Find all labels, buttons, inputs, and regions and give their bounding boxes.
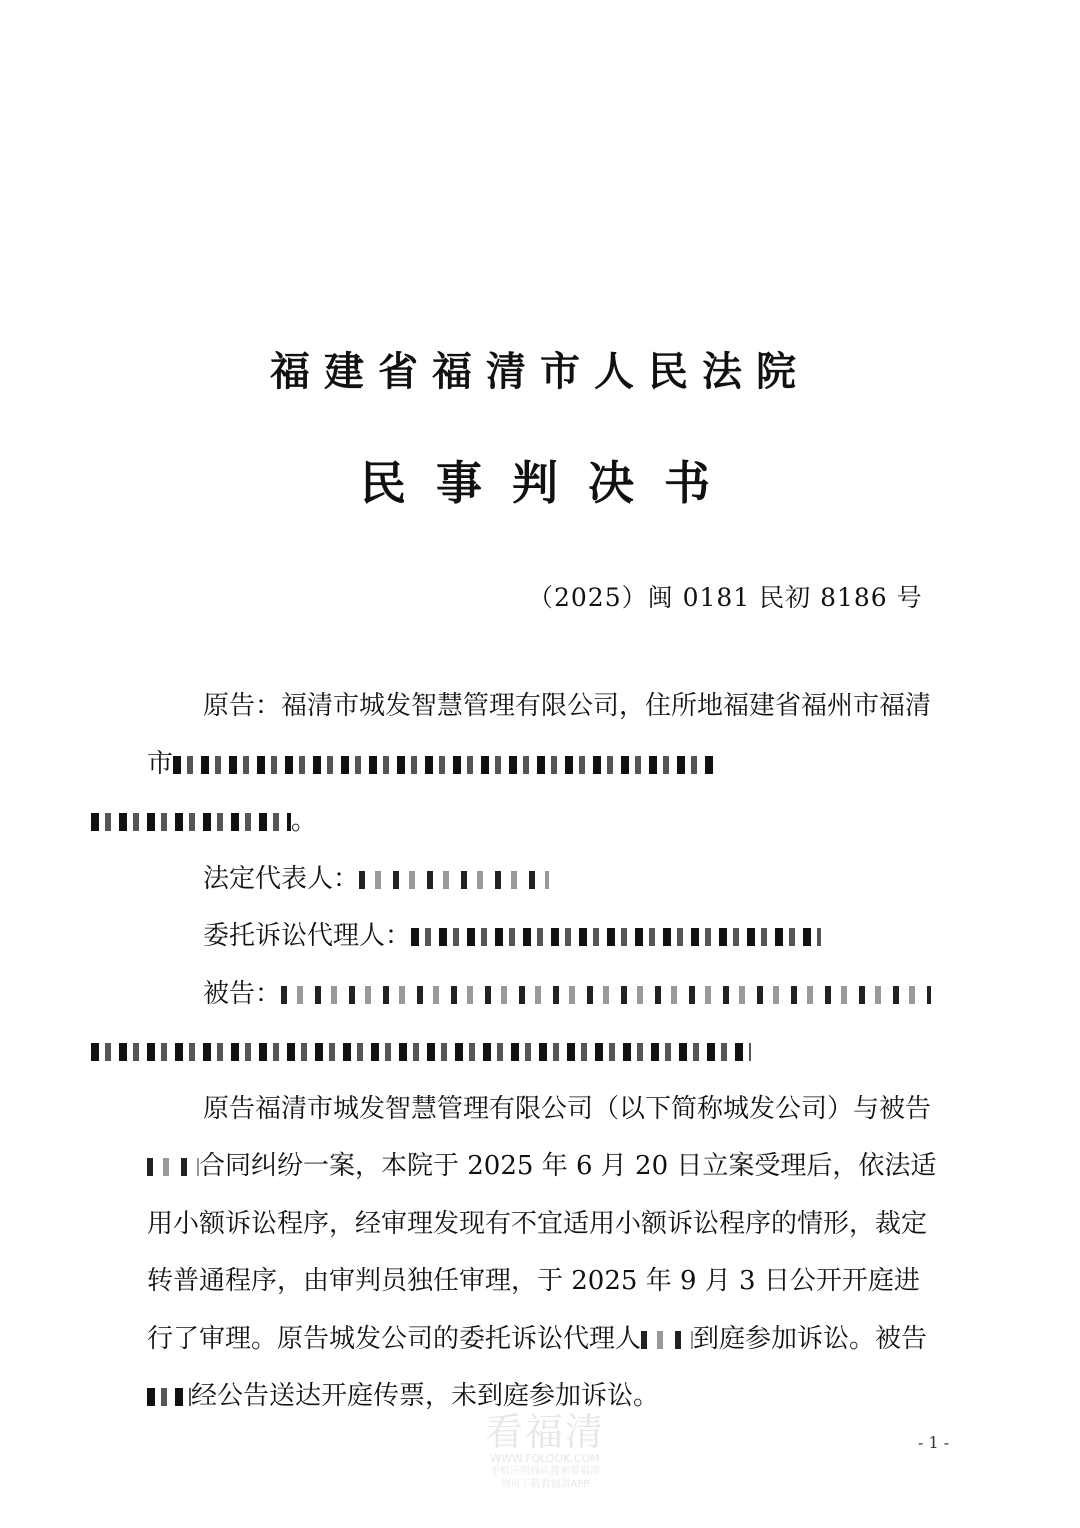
redacted-defendant	[281, 986, 931, 1004]
redacted-defendant-name	[147, 1158, 199, 1176]
legal-rep-line	[147, 851, 945, 909]
agent-line	[147, 908, 945, 966]
redacted-agent	[411, 928, 821, 946]
watermark-brand: 看福清	[484, 1410, 605, 1454]
plaintiff-label: 原告：	[203, 691, 282, 721]
legal-rep-label: 法定代表人：	[203, 863, 360, 894]
redacted-address	[173, 756, 713, 774]
redacted-defendant-cont	[91, 1043, 751, 1061]
defendant-line	[147, 966, 945, 1081]
defendant-label: 被告：	[203, 978, 282, 1009]
paragraph-text-2: 合同纠纷一案，本院于 2025 年 6 月 20 日立案受理后，依法适用小额诉讼程序，经审理发现有不宜适用小额诉讼程序的情形，裁定转普通程序，由审判员独任审理，于 2025 年 9 月 3 日公开开庭进行了审理。原告城发公司的委托诉讼代理人	[147, 1151, 937, 1354]
redacted-defendant-name-2	[147, 1388, 191, 1406]
paragraph-text-1: 原告福清市城发智慧管理有限公司（以下简称城发公司）与被告	[203, 1093, 932, 1124]
redacted-agent-name	[641, 1331, 693, 1349]
plaintiff-line	[147, 678, 945, 851]
page-number: - 1 -	[918, 1433, 950, 1452]
case-paragraph	[147, 1081, 945, 1426]
redacted-address-cont	[91, 813, 291, 831]
document-body	[147, 678, 945, 1426]
document-type-title: 民事判决书	[360, 456, 740, 510]
paragraph-text-4: 经公告送达开庭传票，未到庭参加诉讼。	[191, 1381, 660, 1411]
watermark-line2: 均可下载看福清APP	[500, 1479, 590, 1490]
paragraph-text-3: 到庭参加诉讼。被告	[693, 1323, 928, 1354]
agent-label: 委托诉讼代理人：	[203, 921, 412, 951]
redacted-name	[359, 871, 549, 889]
court-name: 福建省福清市人民法院	[270, 348, 810, 395]
watermark-line1: 手机应用商店搜索看福清	[490, 1466, 600, 1477]
watermark-url: WWW.FQLOOK.COM	[490, 1452, 600, 1465]
case-number: （2025）闽 0181 民初 8186 号	[528, 583, 923, 612]
period: 。	[291, 806, 318, 836]
plaintiff-text: 福清市城发智慧管理有限公司，住所地福建省福州市福清市	[147, 691, 932, 779]
watermark	[470, 1412, 620, 1491]
